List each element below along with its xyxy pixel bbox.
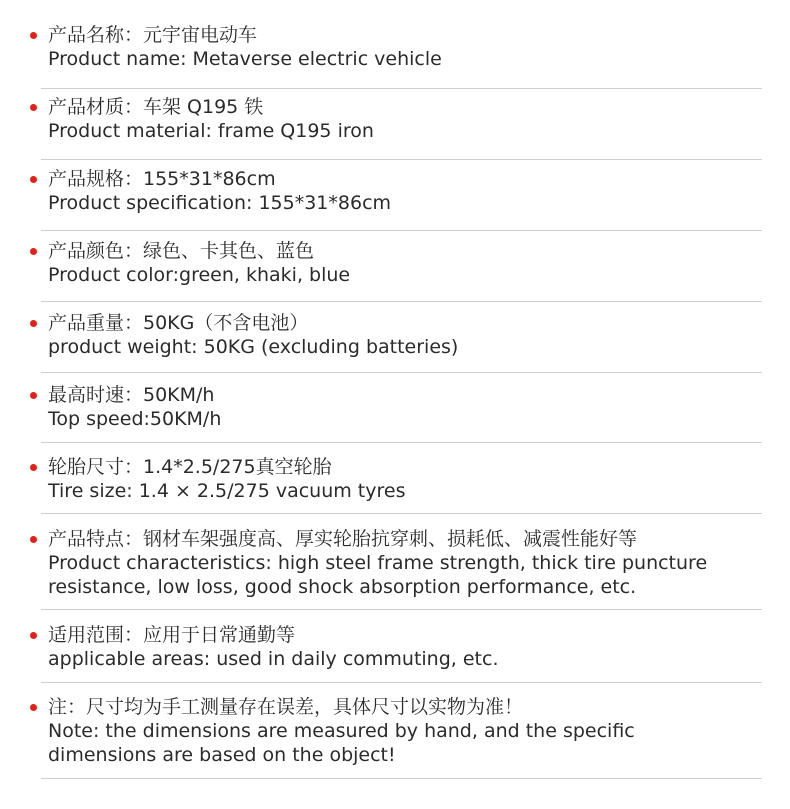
divider xyxy=(41,609,762,610)
spec-chinese-text: 产品名称：元宇宙电动车 xyxy=(48,24,258,46)
bullet-icon xyxy=(30,464,37,471)
spec-chinese-text: 适用范围：应用于日常通勤等 xyxy=(48,624,296,646)
divider xyxy=(41,230,762,231)
spec-english-text: Product color:green, khaki, blue xyxy=(48,264,351,286)
spec-chinese-text: 注：尺寸均为手工测量存在误差，具体尺寸以实物为准！ xyxy=(48,696,524,718)
spec-chinese-text: 最高时速：50KM/h xyxy=(48,384,215,406)
divider xyxy=(41,513,762,514)
bullet-icon xyxy=(30,248,37,255)
spec-english-text: Note: the dimensions are measured by hand, and the specific dimensions are based on the object! xyxy=(48,720,635,766)
divider xyxy=(41,88,762,89)
spec-english-text: Tire size: 1.4 × 2.5/275 vacuum tyres xyxy=(48,480,406,502)
spec-chinese-text: 产品重量：50KG（不含电池） xyxy=(48,312,309,334)
spec-chinese-text: 产品特点：钢材车架强度高、厚实轮胎抗穿刺、损耗低、减震性能好等 xyxy=(48,528,638,550)
spec-chinese-text: 轮胎尺寸：1.4*2.5/275真空轮胎 xyxy=(48,456,332,478)
bullet-icon xyxy=(30,104,37,111)
bullet-icon xyxy=(30,32,37,39)
divider xyxy=(41,372,762,373)
spec-english-text: Product specification: 155*31*86cm xyxy=(48,192,392,214)
divider xyxy=(41,159,762,160)
spec-english-text: Product material: frame Q195 iron xyxy=(48,120,374,142)
spec-english-text: Product name: Metaverse electric vehicle xyxy=(48,48,442,70)
bullet-icon xyxy=(30,176,37,183)
spec-english-text: applicable areas: used in daily commuting, etc. xyxy=(48,648,499,670)
spec-chinese-text: 产品规格：155*31*86cm xyxy=(48,168,276,190)
spec-chinese-text: 产品颜色：绿色、卡其色、蓝色 xyxy=(48,240,315,262)
bullet-icon xyxy=(30,320,37,327)
bullet-icon xyxy=(30,536,37,543)
divider xyxy=(41,442,762,443)
spec-english-text: product weight: 50KG (excluding batteries) xyxy=(48,336,459,358)
spec-chinese-text: 产品材质：车架 Q195 铁 xyxy=(48,96,264,118)
spec-english-text: Top speed:50KM/h xyxy=(48,408,222,430)
divider xyxy=(41,301,762,302)
bullet-icon xyxy=(30,704,37,711)
bullet-icon xyxy=(30,392,37,399)
bullet-icon xyxy=(30,632,37,639)
divider xyxy=(41,778,762,779)
spec-english-text: Product characteristics: high steel frame strength, thick tire puncture resistance, low loss, good shock absorption performance, etc. xyxy=(48,552,708,598)
divider xyxy=(41,682,762,683)
